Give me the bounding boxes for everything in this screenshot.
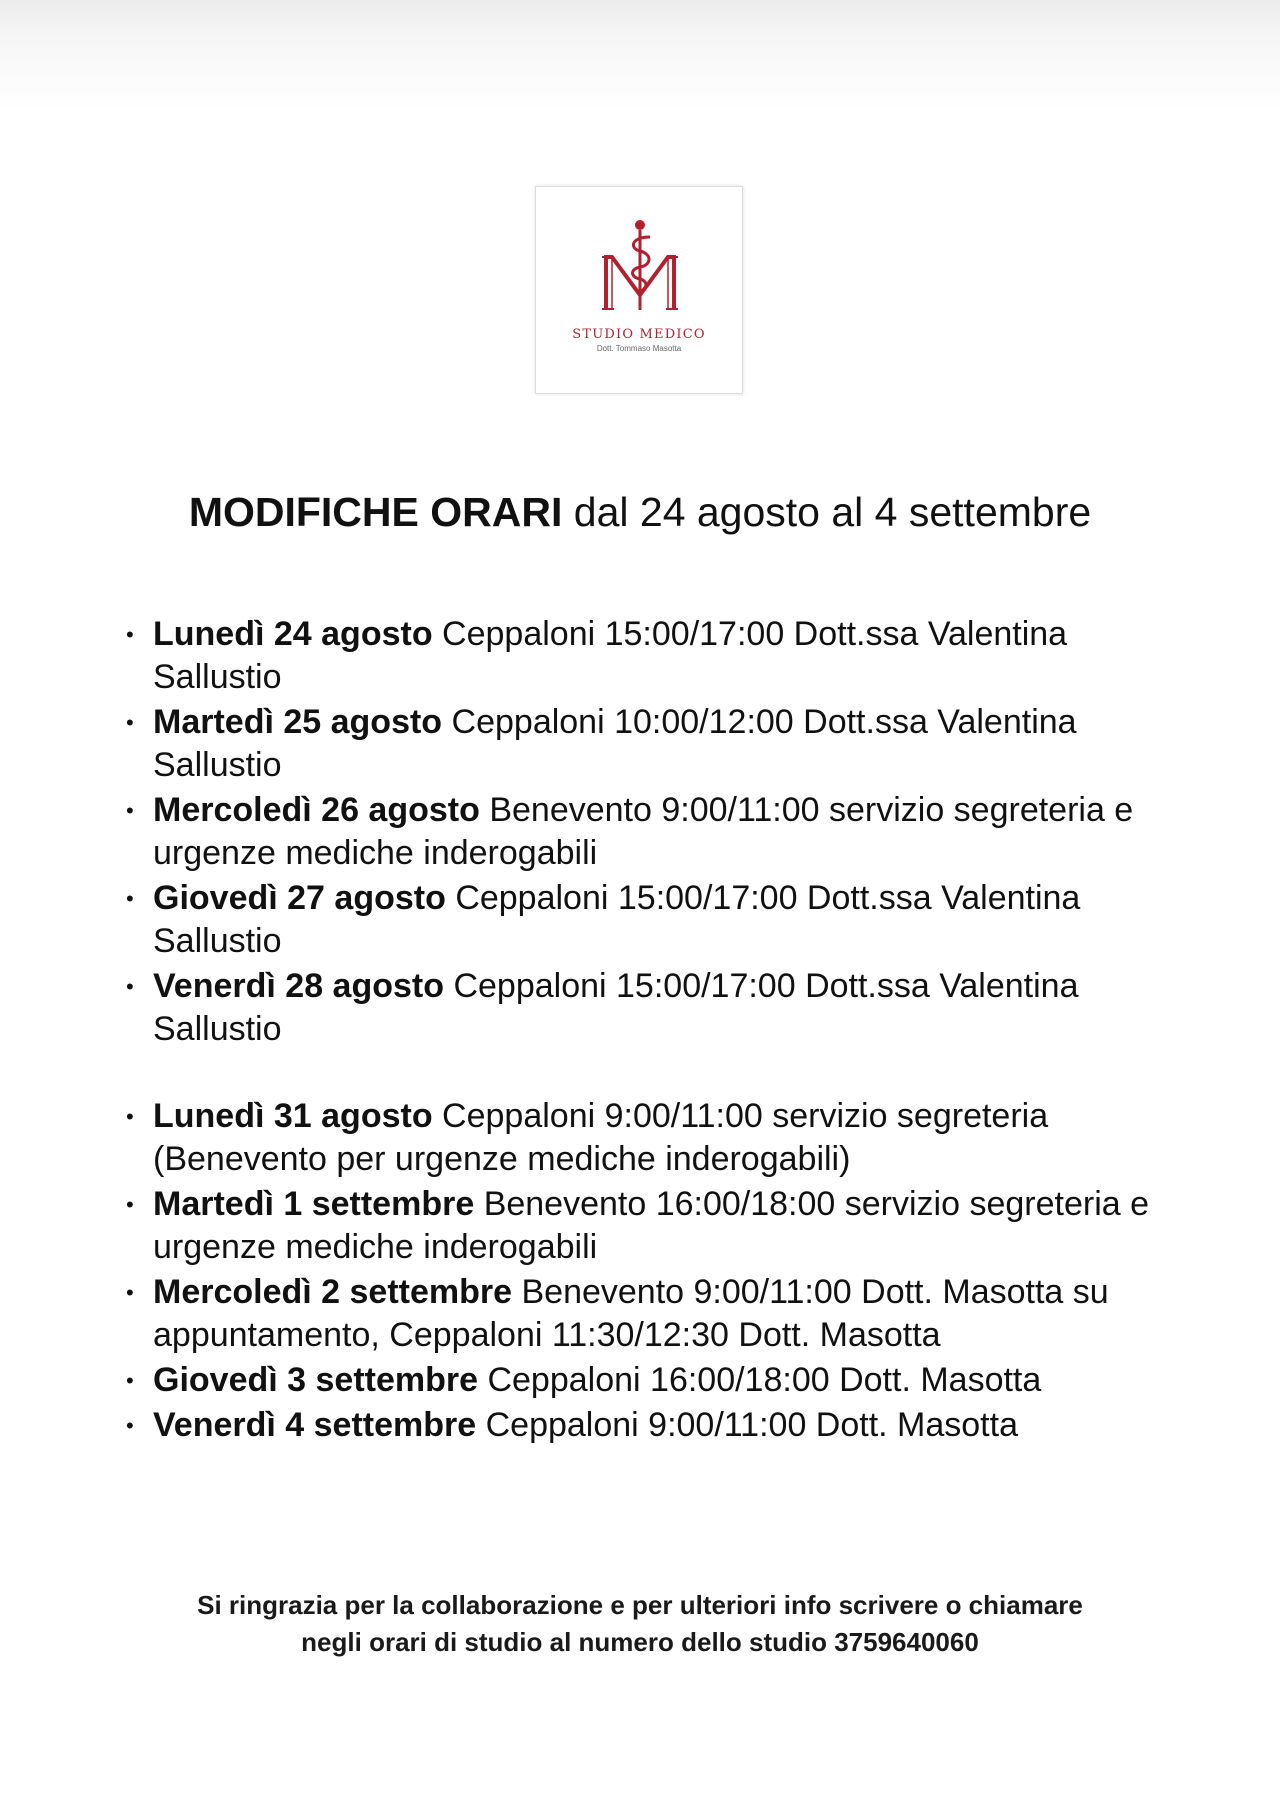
list-item — [126, 613, 1186, 699]
list-item — [126, 1095, 1186, 1181]
bullet-icon: • — [126, 974, 134, 999]
list-item — [126, 789, 1186, 875]
bullet-icon: • — [126, 710, 134, 735]
bullet-icon: • — [126, 886, 134, 911]
schedule-day: Lunedì 31 agosto — [153, 1097, 433, 1135]
schedule-day: Martedì 25 agosto — [153, 703, 443, 741]
footer-line-1: Si ringrazia per la collaborazione e per ulteriori info scrivere o chiamare — [197, 1590, 1083, 1620]
schedule-day: Mercoledì 2 settembre — [153, 1273, 513, 1311]
schedule-details: Benevento 9:00/11:00 servizio segreteria e urgenze mediche inderogabili — [153, 791, 1134, 872]
page-title — [0, 487, 1280, 537]
schedule-week-1 — [126, 613, 1186, 1051]
schedule-details: Ceppaloni 9:00/11:00 servizio segreteria (Benevento per urgenze mediche inderogabili) — [153, 1097, 1049, 1178]
list-item — [126, 1404, 1186, 1447]
list-item — [126, 1271, 1186, 1357]
bullet-icon: • — [126, 798, 134, 823]
schedule-details: Benevento 16:00/18:00 servizio segreteria e urgenze mediche inderogabili — [153, 1185, 1150, 1266]
list-item — [126, 1183, 1186, 1269]
list-item — [126, 1359, 1186, 1402]
schedule-details: Ceppaloni 15:00/17:00 Dott.ssa Valentina Sallustio — [153, 967, 1079, 1048]
schedule-day: Lunedì 24 agosto — [153, 615, 433, 653]
schedule-details: Ceppaloni 16:00/18:00 Dott. Masotta — [487, 1361, 1042, 1399]
list-item — [126, 965, 1186, 1051]
logo-subtitle: Dott. Tommaso Masotta — [596, 344, 682, 353]
footer-line-2: negli orari di studio al numero dello studio 3759640060 — [301, 1627, 979, 1657]
schedule-day: Giovedì 3 settembre — [153, 1361, 479, 1399]
schedule-list — [126, 613, 1186, 1449]
studio-logo — [535, 186, 743, 394]
bullet-icon: • — [126, 1280, 134, 1305]
schedule-details: Ceppaloni 10:00/12:00 Dott.ssa Valentina Sallustio — [153, 703, 1077, 784]
bullet-icon: • — [126, 1104, 134, 1129]
schedule-day: Mercoledì 26 agosto — [153, 791, 480, 829]
bullet-icon: • — [126, 1368, 134, 1393]
schedule-details: Ceppaloni 9:00/11:00 Dott. Masotta — [485, 1406, 1018, 1444]
footer-note — [0, 1587, 1280, 1661]
list-item — [126, 877, 1186, 963]
schedule-details: Benevento 9:00/11:00 Dott. Masotta su appuntamento, Ceppaloni 11:30/12:30 Dott. Masotta — [153, 1273, 1109, 1354]
schedule-details: Ceppaloni 15:00/17:00 Dott.ssa Valentina Sallustio — [153, 879, 1081, 960]
bullet-icon: • — [126, 1413, 134, 1438]
bullet-icon: • — [126, 622, 134, 647]
logo-title: STUDIO MEDICO — [572, 327, 706, 342]
title-dates: dal 24 agosto al 4 settembre — [573, 489, 1092, 535]
list-item — [126, 701, 1186, 787]
bullet-icon: • — [126, 1192, 134, 1217]
schedule-day: Giovedì 27 agosto — [153, 879, 446, 917]
schedule-day: Venerdì 28 agosto — [153, 967, 444, 1005]
top-shadow — [0, 0, 1280, 110]
schedule-day: Venerdì 4 settembre — [153, 1406, 477, 1444]
schedule-details: Ceppaloni 15:00/17:00 Dott.ssa Valentina Sallustio — [153, 615, 1068, 696]
schedule-day: Martedì 1 settembre — [153, 1185, 475, 1223]
schedule-week-2 — [126, 1095, 1186, 1447]
title-strong: MODIFICHE ORARI — [188, 489, 563, 535]
caduceus-m-logo-icon — [600, 217, 680, 313]
